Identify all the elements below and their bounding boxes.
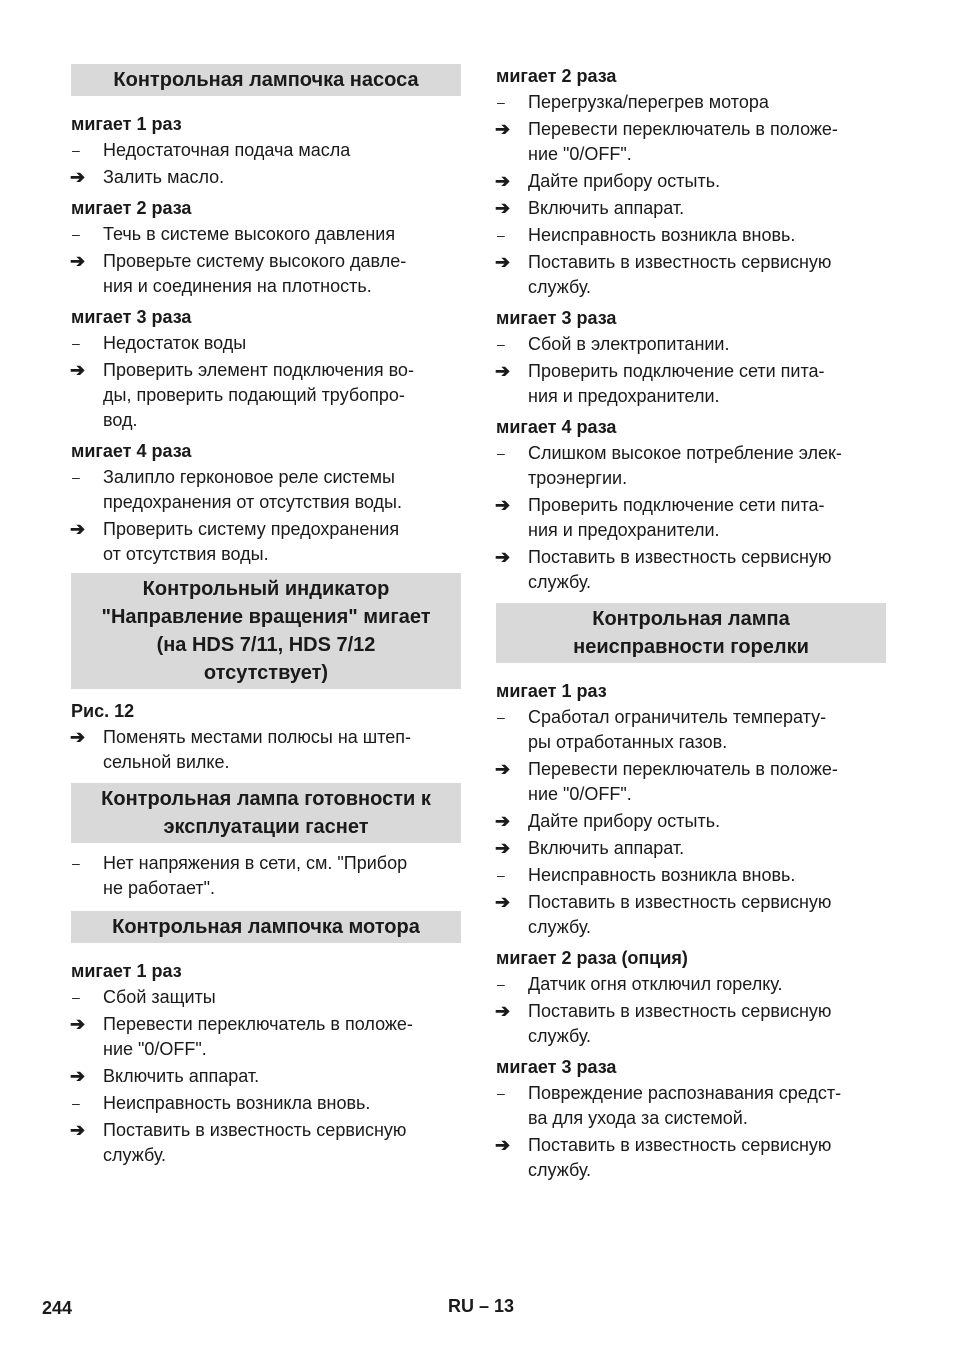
item-text: Включить аппарат. [528, 838, 685, 858]
cause-item [496, 705, 886, 755]
action-item [496, 545, 886, 595]
action-item [496, 1133, 886, 1183]
action-item [71, 517, 461, 567]
action-item [71, 1118, 461, 1168]
subheading: мигает 2 раза [496, 66, 617, 86]
subheading: мигает 3 раза [496, 1057, 617, 1077]
cause-item [496, 223, 886, 248]
item-text: Поставить в известность сервисную службу. [528, 1135, 832, 1180]
item-text: Проверить систему предохранения от отсутствия воды. [103, 519, 400, 564]
item-text: Поставить в известность сервисную службу. [528, 547, 832, 592]
arrow-icon: ➔ [495, 1001, 511, 1021]
item-text: Включить аппарат. [528, 198, 685, 218]
arrow-icon: ➔ [495, 361, 511, 381]
action-item [496, 999, 886, 1049]
cause-item [71, 1091, 461, 1116]
arrow-icon: ➔ [70, 519, 86, 539]
section-header: Контрольная лампочка мотора [71, 911, 461, 943]
item-text: Сбой защиты [103, 987, 216, 1007]
cause-item [496, 441, 886, 491]
arrow-icon: ➔ [70, 360, 86, 380]
item-text: Поставить в известность сервисную службу. [103, 1120, 407, 1165]
item-text: Включить аппарат. [103, 1066, 260, 1086]
arrow-icon: ➔ [495, 252, 511, 272]
arrow-icon: ➔ [70, 251, 86, 271]
action-item [496, 250, 886, 300]
item-text: Проверьте систему высокого давле- ния и соединения на плотность. [103, 251, 407, 296]
action-item [496, 757, 886, 807]
item-list [71, 138, 461, 190]
section-header: Контрольная лампочка насоса [71, 64, 461, 96]
item-text: Неисправность возникла вновь. [528, 225, 796, 245]
item-text: Датчик огня отключил горелку. [528, 974, 783, 994]
item-text: Неисправность возникла вновь. [103, 1093, 371, 1113]
item-list [71, 725, 461, 775]
action-item [496, 359, 886, 409]
item-text: Повреждение распознавания средст- ва для ухода за системой. [528, 1083, 842, 1128]
action-item [496, 493, 886, 543]
cause-item [496, 90, 886, 115]
item-text: Недостаточная подача масла [103, 140, 351, 160]
arrow-icon: ➔ [495, 1135, 511, 1155]
item-text: Слишком высокое потребление элек- троэнергии. [528, 443, 842, 488]
item-text: Нет напряжения в сети, см. "Прибор не работает". [103, 853, 408, 898]
dash-icon: – [497, 94, 505, 110]
subheading: мигает 2 раза (опция) [496, 948, 688, 968]
dash-icon: – [497, 867, 505, 883]
section-header: Контрольный индикатор "Направление вращения" мигает (на HDS 7/11, HDS 7/12 отсутствует) [71, 573, 461, 689]
page-number: 244 [42, 1298, 73, 1318]
cause-item [496, 332, 886, 357]
item-text: Сбой в электропитании. [528, 334, 730, 354]
action-item [71, 1064, 461, 1089]
item-text: Проверить элемент подключения во- ды, проверить подающий трубопро- вод. [103, 360, 414, 430]
arrow-icon: ➔ [70, 1066, 86, 1086]
dash-icon: – [72, 226, 80, 242]
action-item [496, 169, 886, 194]
cause-item [71, 851, 461, 901]
dash-icon: – [497, 709, 505, 725]
item-text: Перевести переключатель в положе- ние "0/OFF". [528, 759, 838, 804]
item-list [71, 331, 461, 433]
dash-icon: – [497, 227, 505, 243]
action-item [496, 809, 886, 834]
arrow-icon: ➔ [495, 198, 511, 218]
item-text: Сработал ограничитель температу- ры отработанных газов. [528, 707, 827, 752]
dash-icon: – [72, 469, 80, 485]
dash-icon: – [72, 335, 80, 351]
subheading: мигает 1 раз [71, 114, 182, 134]
item-text: Неисправность возникла вновь. [528, 865, 796, 885]
item-text: Перегрузка/перегрев мотора [528, 92, 769, 112]
arrow-icon: ➔ [495, 811, 511, 831]
left-column [71, 64, 461, 1170]
subheading: мигает 4 раза [496, 417, 617, 437]
item-text: Поставить в известность сервисную службу. [528, 892, 832, 937]
action-item [496, 117, 886, 167]
item-text: Залить масло. [103, 167, 225, 187]
action-item [71, 358, 461, 433]
cause-item [71, 985, 461, 1010]
item-text: Течь в системе высокого давления [103, 224, 396, 244]
item-list [496, 441, 886, 595]
item-text: Поменять местами полюсы на штеп- сельной вилке. [103, 727, 412, 772]
right-column [496, 64, 886, 1185]
arrow-icon: ➔ [70, 1014, 86, 1034]
arrow-icon: ➔ [495, 547, 511, 567]
arrow-icon: ➔ [495, 119, 511, 139]
item-text: Залипло герконовое реле системы предохранения от отсутствия воды. [103, 467, 402, 512]
subheading: мигает 3 раза [71, 307, 192, 327]
item-list [496, 705, 886, 940]
item-text: Проверить подключение сети пита- ния и предохранители. [528, 361, 825, 406]
arrow-icon: ➔ [70, 1120, 86, 1140]
subheading: мигает 1 раз [496, 681, 607, 701]
arrow-icon: ➔ [495, 759, 511, 779]
cause-item [71, 138, 461, 163]
action-item [496, 836, 886, 861]
cause-item [496, 863, 886, 888]
action-item [496, 196, 886, 221]
item-list [496, 332, 886, 409]
item-list [496, 1081, 886, 1183]
item-text: Проверить подключение сети пита- ния и предохранители. [528, 495, 825, 540]
cause-item [71, 331, 461, 356]
dash-icon: – [72, 855, 80, 871]
subheading: мигает 4 раза [71, 441, 192, 461]
action-item [71, 249, 461, 299]
subheading: мигает 1 раз [71, 961, 182, 981]
section-header: Контрольная лампа готовности к эксплуатации гаснет [71, 783, 461, 843]
action-item [71, 165, 461, 190]
item-text: Перевести переключатель в положе- ние "0/OFF". [103, 1014, 413, 1059]
cause-item [71, 465, 461, 515]
cause-item [496, 1081, 886, 1131]
item-list [496, 90, 886, 300]
item-text: Поставить в известность сервисную службу. [528, 1001, 832, 1046]
arrow-icon: ➔ [495, 171, 511, 191]
dash-icon: – [497, 976, 505, 992]
arrow-icon: ➔ [495, 838, 511, 858]
arrow-icon: ➔ [70, 727, 86, 747]
dash-icon: – [497, 1085, 505, 1101]
dash-icon: – [497, 445, 505, 461]
arrow-icon: ➔ [70, 167, 86, 187]
dash-icon: – [497, 336, 505, 352]
item-text: Дайте прибору остыть. [528, 811, 721, 831]
item-list [71, 465, 461, 567]
item-list [71, 222, 461, 299]
item-text: Поставить в известность сервисную службу. [528, 252, 832, 297]
subheading: Рис. 12 [71, 701, 135, 721]
item-list [71, 985, 461, 1168]
action-item [496, 890, 886, 940]
item-list [496, 972, 886, 1049]
item-list [71, 851, 461, 901]
cause-item [71, 222, 461, 247]
action-item [71, 1012, 461, 1062]
dash-icon: – [72, 989, 80, 1005]
dash-icon: – [72, 142, 80, 158]
item-text: Дайте прибору остыть. [528, 171, 721, 191]
dash-icon: – [72, 1095, 80, 1111]
arrow-icon: ➔ [495, 892, 511, 912]
item-text: Недостаток воды [103, 333, 247, 353]
arrow-icon: ➔ [495, 495, 511, 515]
section-header: Контрольная лампа неисправности горелки [496, 603, 886, 663]
item-text: Перевести переключатель в положе- ние "0/OFF". [528, 119, 838, 164]
subheading: мигает 2 раза [71, 198, 192, 218]
action-item [71, 725, 461, 775]
cause-item [496, 972, 886, 997]
subheading: мигает 3 раза [496, 308, 617, 328]
footer-language-page: RU – 13 [448, 1296, 515, 1316]
